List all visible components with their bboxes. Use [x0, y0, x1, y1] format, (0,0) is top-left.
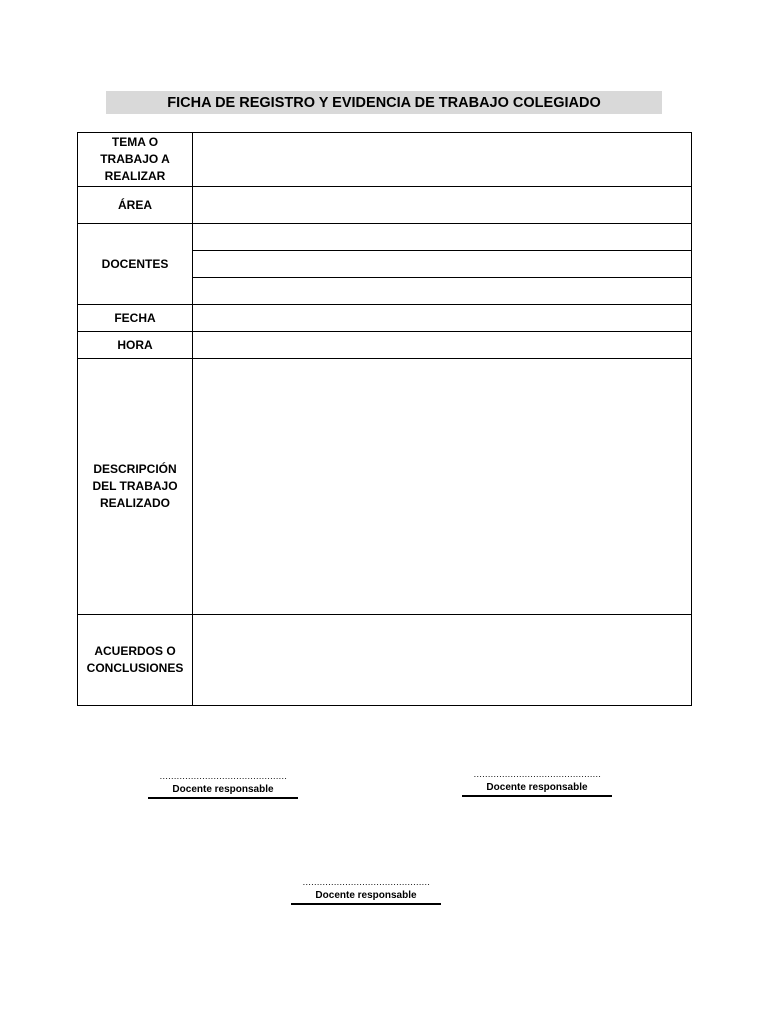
registration-form-table: [77, 132, 692, 706]
hora-label: HORA: [117, 337, 153, 352]
signature-dotted-line[interactable]: ………………………………………: [159, 772, 287, 781]
signature-underline: [462, 795, 612, 797]
tema-label: TEMA O TRABAJO A REALIZAR: [100, 135, 170, 183]
signature-dotted-line[interactable]: ………………………………………: [473, 770, 601, 779]
signature-underline: [291, 903, 441, 905]
form-title: FICHA DE REGISTRO Y EVIDENCIA DE TRABAJO COLEGIADO: [167, 94, 601, 111]
tema-field[interactable]: [193, 133, 692, 187]
signature-caption: Docente responsable: [486, 782, 588, 793]
fecha-label-cell: [78, 305, 193, 332]
docentes-label: DOCENTES: [101, 256, 169, 271]
descripcion-field[interactable]: [193, 359, 692, 615]
row-fecha: [78, 305, 692, 332]
signature-dotted-line[interactable]: ………………………………………: [302, 878, 430, 887]
docentes-label-cell: [78, 224, 193, 305]
signature-block-left: [148, 772, 298, 799]
acuerdos-label-cell: [78, 615, 193, 706]
row-docentes-1: [78, 224, 692, 251]
area-label-cell: [78, 187, 193, 224]
row-acuerdos: [78, 615, 692, 706]
docente-field-1[interactable]: [193, 224, 692, 251]
tema-label-cell: [78, 133, 193, 187]
descripcion-label-cell: [78, 359, 193, 615]
area-label: ÁREA: [117, 197, 152, 212]
signature-block-center: [291, 878, 441, 905]
row-area: [78, 187, 692, 224]
fecha-field[interactable]: [193, 305, 692, 332]
signature-block-right: [462, 770, 612, 797]
hora-label-cell: [78, 332, 193, 359]
signature-underline: [148, 797, 298, 799]
row-tema: [78, 133, 692, 187]
row-descripcion: [78, 359, 692, 615]
signature-caption: Docente responsable: [172, 784, 274, 795]
form-title-bar: [106, 91, 662, 114]
descripcion-label: DESCRIPCIÓN DEL TRABAJO REALIZADO: [92, 462, 178, 510]
row-hora: [78, 332, 692, 359]
hora-field[interactable]: [193, 332, 692, 359]
acuerdos-label: ACUERDOS O CONCLUSIONES: [86, 644, 184, 675]
fecha-label: FECHA: [114, 310, 156, 325]
docente-field-3[interactable]: [193, 278, 692, 305]
acuerdos-field[interactable]: [193, 615, 692, 706]
signature-caption: Docente responsable: [315, 890, 417, 901]
docente-field-2[interactable]: [193, 251, 692, 278]
area-field[interactable]: [193, 187, 692, 224]
